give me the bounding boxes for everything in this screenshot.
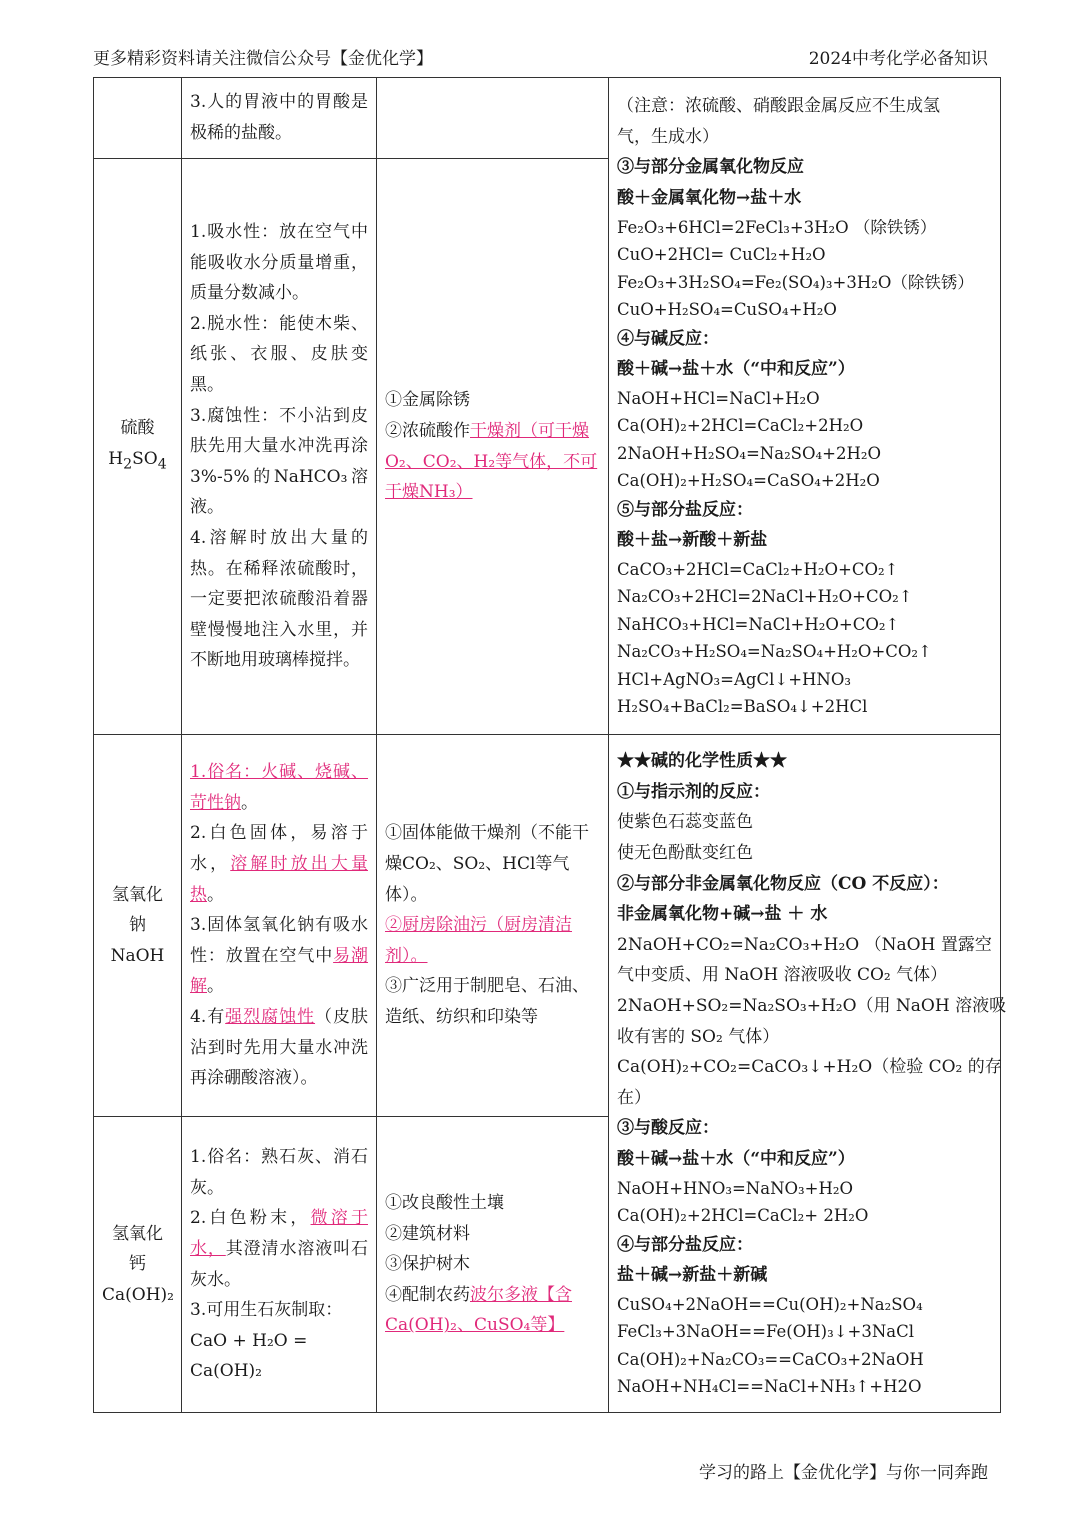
equation-line: CuSO₄+2NaOH==Cu(OH)₂+Na₂SO₄ — [617, 1294, 923, 1314]
use-cell — [377, 78, 609, 159]
substance-formula: Ca(OH)₂ — [102, 1284, 174, 1305]
use-item: ②厨房除油污（厨房清洁剂）。 — [385, 915, 572, 966]
property-item: 4.有强烈腐蚀性（皮肤沾到时先用大量水冲洗再涂硼酸溶液）。 — [190, 1006, 368, 1089]
equation-line: 2NaOH+H₂SO₄=Na₂SO₄+2H₂O — [617, 443, 881, 463]
equation-line: NaOH+NH₄Cl==NaCl+NH₃↑+H2O — [617, 1377, 922, 1397]
section-heading: 酸＋盐→新酸＋新盐 — [617, 530, 768, 551]
property-item: 1.吸水性：放在空气中能吸收水分质量增重，质量分数减小。 — [190, 222, 368, 304]
substance-formula: $H_2SO_4$ — [108, 448, 167, 473]
substance-formula: NaOH — [110, 945, 165, 966]
section-heading: ④与部分盐反应： — [617, 1234, 753, 1255]
equation-line: NaOH+HNO₃=NaNO₃+H₂O — [617, 1178, 854, 1198]
name-cell — [94, 1117, 182, 1413]
table-row — [94, 78, 1001, 159]
text-line: 气，生成水） — [617, 126, 719, 147]
equation-line: CuO+H₂SO₄=CuSO₄+H₂O — [617, 300, 837, 319]
section-heading: ⑤与部分盐反应： — [617, 499, 753, 520]
section-heading: 非金属氧化物+碱→盐 ＋ 水 — [617, 904, 828, 925]
table-row — [94, 735, 1001, 1117]
text-line: 收有害的 SO₂ 气体） — [617, 1026, 780, 1047]
section-heading: ③与酸反应： — [617, 1118, 719, 1139]
section-heading: ①与指示剂的反应： — [617, 781, 770, 802]
section-heading: 盐＋碱→新盐＋新碱 — [617, 1265, 768, 1286]
property-item: 2.白色固体，易溶于水，溶解时放出大量热。 — [190, 823, 368, 905]
equation-line: NaOH+HCl=NaCl+H₂O — [617, 388, 820, 408]
name-cell — [94, 735, 182, 1117]
section-heading: ★★碱的化学性质★★ — [617, 751, 787, 772]
header-left-text: 更多精彩资料请关注微信公众号【金优化学】 — [93, 49, 433, 69]
property-item: 1.俗名：熟石灰、消石灰。 — [190, 1147, 368, 1198]
page-header — [93, 44, 988, 72]
section-heading: 酸＋碱→盐＋水（“中和反应”） — [617, 1148, 855, 1169]
section-heading: ④与碱反应： — [617, 328, 719, 349]
text-line: （注意：浓硫酸、硝酸跟金属反应不生成氢 — [617, 96, 940, 117]
substance-name: 钠 — [129, 915, 146, 936]
page-footer: 学习的路上【金优化学】与你一同奔跑 — [699, 1463, 988, 1483]
use-item: ③保护树木 — [385, 1254, 470, 1275]
equation-line: Ca(OH)₂+2HCl=CaCl₂+2H₂O — [617, 416, 864, 436]
use-cell — [377, 735, 609, 1117]
use-item: ①金属除锈 — [385, 390, 470, 411]
substance-name: 氢氧化 — [112, 1223, 163, 1244]
text-line: 使无色酚酞变红色 — [617, 843, 753, 864]
property-item: 4.溶解时放出大量的热。在稀释浓硫酸时，一定要把浓硫酸沿着器壁慢慢地注入水里，并不断地用玻璃棒搅拌。 — [190, 527, 368, 671]
use-item: ②浓硫酸作干燥剂（可干燥O₂、CO₂、H₂等气体，不可干燥NH₃） — [385, 420, 598, 503]
equation-line: Ca(OH)₂+Na₂CO₃==CaCO₃+2NaOH — [617, 1349, 924, 1369]
section-heading: 酸＋碱→盐＋水（“中和反应”） — [617, 359, 855, 380]
equation-line: H₂SO₄+BaCl₂=BaSO₄↓+2HCl — [617, 697, 868, 717]
text-line: 2NaOH+SO₂=Na₂SO₃+H₂O（用 NaOH 溶液吸 — [617, 996, 1007, 1016]
equation-line: Na₂CO₃+H₂SO₄=Na₂SO₄+H₂O+CO₂↑ — [617, 642, 932, 662]
section-heading: 酸＋金属氧化物→盐＋水 — [617, 187, 802, 208]
header-right-text: 2024中考化学必备知识 — [808, 49, 988, 69]
chemistry-table — [93, 77, 1007, 1413]
equation-line: CaCO₃+2HCl=CaCl₂+H₂O+CO₂↑ — [617, 559, 899, 579]
property-equation: CaO + H₂O = Ca(OH)₂ — [190, 1330, 308, 1382]
name-cell — [94, 159, 182, 735]
text-line: Ca(OH)₂+CO₂=CaCO₃↓+H₂O（检验 CO₂ 的存 — [617, 1057, 1002, 1078]
base-properties-list — [617, 746, 1007, 1401]
equation-line: Ca(OH)₂+H₂SO₄=CaSO₄+2H₂O — [617, 471, 880, 491]
equation-line: NaHCO₃+HCl=NaCl+H₂O+CO₂↑ — [617, 614, 900, 634]
equation-line: Na₂CO₃+2HCl=2NaCl+H₂O+CO₂↑ — [617, 587, 913, 607]
property-cell — [182, 735, 377, 1117]
equation-line: FeCl₃+3NaOH==Fe(OH)₃↓+3NaCl — [617, 1322, 915, 1342]
property-item: 3.可用生石灰制取： — [190, 1300, 343, 1321]
substance-name: 硫酸 — [120, 418, 155, 439]
name-cell — [94, 78, 182, 159]
property-cell: 3.人的胃液中的胃酸是极稀的盐酸。 — [182, 78, 377, 159]
substance-name: 钙 — [129, 1254, 146, 1275]
property-item: 3.固体氢氧化钠有吸水性：放置在空气中易潮解。 — [190, 915, 369, 997]
property-item: 1.俗名：火碱、烧碱、苛性钠。 — [190, 762, 368, 813]
use-item: ②建筑材料 — [385, 1223, 470, 1244]
property-cell — [182, 1117, 377, 1413]
equation-line: Fe₂O₃+6HCl=2FeCl₃+3H₂O （除铁锈） — [617, 217, 937, 237]
equation-line: CuO+2HCl= CuCl₂+H₂O — [617, 245, 826, 264]
use-item: ①改良酸性土壤 — [385, 1193, 504, 1214]
equation-line: Ca(OH)₂+2HCl=CaCl₂+ 2H₂O — [617, 1206, 869, 1226]
acid-properties-cell — [609, 78, 1001, 735]
property-item: 2.脱水性：能使木柴、纸张、衣服、皮肤变黑。 — [190, 313, 368, 396]
section-heading: ③与部分金属氧化物反应 — [617, 157, 804, 178]
section-heading: ②与部分非金属氧化物反应（CO 不反应）： — [617, 873, 949, 894]
property-item: 2.白色粉末，微溶于水，其澄清水溶液叫石灰水。 — [190, 1208, 369, 1290]
text-line: 气中变质、用 NaOH 溶液吸收 CO₂ 气体） — [617, 965, 948, 986]
text-line: 2NaOH+CO₂=Na₂CO₃+H₂O （NaOH 置露空 — [617, 934, 992, 955]
use-cell — [377, 1117, 609, 1413]
acid-properties-list — [617, 91, 992, 721]
use-item: ③广泛用于制肥皂、石油、造纸、纺织和印染等 — [385, 976, 589, 1027]
use-item: ①固体能做干燥剂（不能干燥CO₂、SO₂、HCl等气体）。 — [385, 823, 589, 905]
equation-line: Fe₂O₃+3H₂SO₄=Fe₂(SO₄)₃+3H₂O（除铁锈） — [617, 272, 974, 292]
text-line: 使紫色石蕊变蓝色 — [617, 812, 753, 833]
base-properties-cell — [609, 735, 1007, 1413]
use-cell — [377, 159, 609, 735]
property-cell — [182, 159, 377, 735]
substance-name: 氢氧化 — [112, 884, 163, 905]
equation-line: HCl+AgNO₃=AgCl↓+HNO₃ — [617, 669, 851, 689]
property-item: 3.腐蚀性：不小沾到皮肤先用大量水冲洗再涂3%-5%的NaHCO₃溶液。 — [190, 405, 368, 518]
use-item: ④配制农药波尔多液【含Ca(OH)₂、CuSO₄等】 — [385, 1284, 572, 1336]
text-line: 在） — [617, 1087, 651, 1108]
